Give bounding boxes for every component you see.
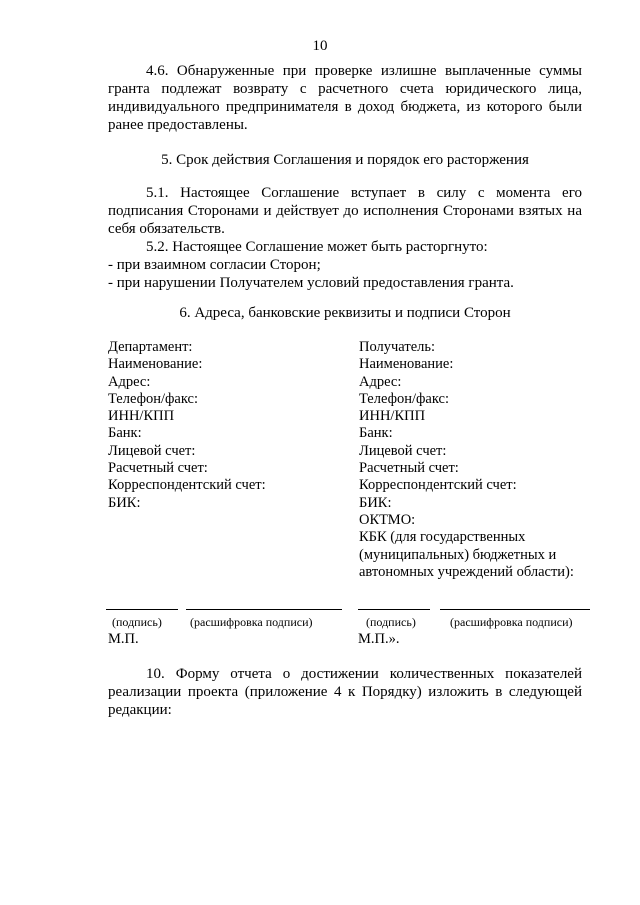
requisite-line: ОКТМО: [359,511,416,528]
requisite-line: ИНН/КПП [359,408,426,425]
requisite-line: БИК: [108,494,141,511]
requisite-line: (муниципальных) бюджетных и [359,546,557,563]
requisite-line: ИНН/КПП [108,408,175,425]
signature-caption: (подпись) [366,615,416,629]
requisite-line: Корреспондентский счет: [108,477,266,494]
signature-decode-line [440,609,590,610]
department-requisites [108,339,338,512]
signature-decode-caption: (расшифровка подписи) [190,615,313,629]
requisite-line: автономных учреждений области): [359,563,574,580]
requisite-line: Корреспондентский счет: [359,477,517,494]
section-5-title: 5. Срок действия Соглашения и порядок его расторжения [161,152,529,168]
requisite-line: Расчетный счет: [359,460,459,477]
requisite-line: Лицевой счет: [359,442,447,459]
requisite-line: Наименование: [108,356,203,373]
seal-label: М.П. [108,631,139,647]
requisite-line: Адрес: [108,373,151,390]
requisite-line: Наименование: [359,356,454,373]
recipient-requisites [359,339,589,581]
paragraph-4-6: 4.6. Обнаруженные при проверке излишне выплаченные суммы гранта подлежат возврату с расчетного счета юридического лица, индивидуального предпринимателя в доход бюджета, из которого были ранее предоставлены. [108,63,582,133]
requisite-line: Получатель: [359,339,436,355]
page-number: 10 [312,38,328,54]
requisite-line: Адрес: [359,373,402,390]
signature-decode-line [186,609,342,610]
paragraph-5-2: 5.2. Настоящее Соглашение может быть расторгнуто: [146,239,488,255]
paragraph-5-2-item-1: - при взаимном согласии Сторон; [108,257,321,273]
signature-line [106,609,178,610]
paragraph-5-2-item-2: - при нарушении Получателем условий предоставления гранта. [108,275,514,291]
signature-caption: (подпись) [112,615,162,629]
requisite-line: КБК (для государственных [359,529,526,546]
seal-label: М.П.». [358,631,400,647]
requisite-line: Банк: [108,425,142,442]
section-6-title: 6. Адреса, банковские реквизиты и подписи Сторон [179,305,511,321]
signature-line [358,609,430,610]
signature-decode-caption: (расшифровка подписи) [450,615,573,629]
requisite-line: Телефон/факс: [108,390,199,407]
requisite-line: Банк: [359,425,393,442]
requisite-line: Расчетный счет: [108,460,208,477]
paragraph-5-1: 5.1. Настоящее Соглашение вступает в силу с момента его подписания Сторонами и действует до исполнения Сторонами взятых на себя обязательств. [108,185,582,237]
paragraph-10: 10. Форму отчета о достижении количественных показателей реализации проекта (приложение 4 к Порядку) изложить в следующей редакции: [108,666,582,718]
requisite-line: Департамент: [108,339,193,355]
requisite-line: БИК: [359,494,392,511]
requisite-line: Лицевой счет: [108,442,196,459]
requisite-line: Телефон/факс: [359,390,450,407]
